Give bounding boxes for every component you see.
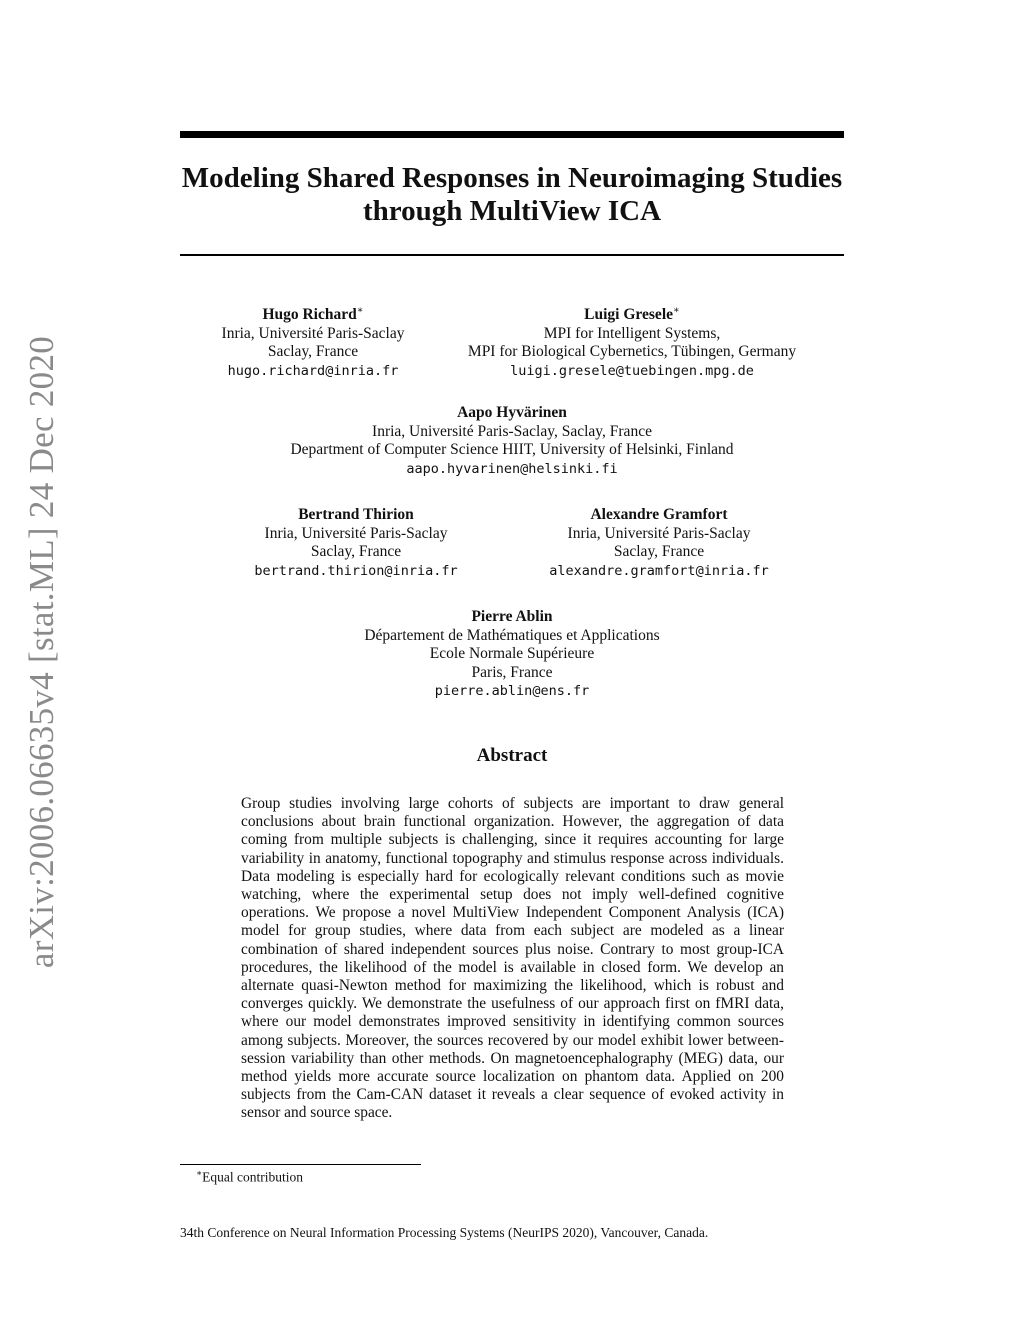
author-name: Alexandre Gramfort [590, 506, 728, 523]
author-email[interactable]: luigi.gresele@tuebingen.mpg.de [510, 362, 754, 379]
footnote-text: Equal contribution [202, 1169, 303, 1185]
author-name: Pierre Ablin [471, 608, 553, 625]
title-top-rule [180, 131, 844, 138]
paper-title-line-1: Modeling Shared Responses in Neuroimaging Studies [181, 162, 843, 194]
author-email[interactable]: pierre.ablin@ens.fr [434, 683, 590, 699]
author-location: Saclay, France [613, 543, 705, 560]
author-name: Hugo Richard∗ [262, 305, 364, 324]
equal-contribution-mark: ∗ [673, 305, 680, 316]
author-hugo-richard [182, 302, 444, 381]
author-affiliation: Inria, Université Paris-Saclay [567, 524, 751, 542]
author-affiliation: Inria, Université Paris-Saclay [264, 524, 448, 542]
author-aapo-hyvarinen [212, 404, 812, 479]
author-affiliation: Inria, Université Paris-Saclay [221, 324, 405, 342]
author-name: Aapo Hyvärinen [457, 404, 567, 421]
author-name: Luigi Gresele∗ [584, 305, 680, 324]
abstract-text: Group studies involving large cohorts of subjects are important to draw general conclusions about brain functional organization. However, the aggregation of data coming from multiple subjects is challenging, since it requires accounting for large variability in anatomy, functional topography and stimulus response across individuals. Data modeling is especially hard for ecologically relevant conditions such as movie watching, where the experimental setup does not imply well-defined cognitive operations. We propose a novel MultiView Independent Component Analysis (ICA) model for group studies, where data from each subject are modeled as a linear combination of shared independent sources plus noise. Contrary to most group-ICA procedures, the likelihood of the model is available in closed form. We develop an alternate quasi-Newton method for maximizing the likelihood, which is robust and converges quickly. We demonstrate the usefulness of our approach first on fMRI data, where our model demonstrates improved sensitivity in identifying common sources among subjects. Moreover, the sources recovered by our model exhibit lower between-session variability than other methods. On magnetoencephalography (MEG) data, our method yields more accurate source localization on phantom data. Applied on 200 subjects from the Cam-CAN dataset it reveals a clear sequence of evoked activity in sensor and source space. [241, 795, 784, 1122]
author-name: Bertrand Thirion [298, 506, 414, 523]
author-location: Paris, France [471, 663, 553, 681]
footnote [196, 1168, 303, 1186]
author-pierre-ablin [312, 608, 712, 701]
author-email[interactable]: alexandre.gramfort@inria.fr [549, 562, 769, 579]
author-affiliation: MPI for Intelligent Systems, [543, 324, 721, 342]
author-email[interactable]: hugo.richard@inria.fr [227, 362, 399, 379]
title-bottom-rule [180, 254, 844, 256]
arxiv-identifier: arXiv:2006.06635v4 [stat.ML] 24 Dec 2020 [22, 335, 61, 969]
footnote-rule [180, 1164, 421, 1165]
author-location: Saclay, France [310, 543, 402, 560]
author-luigi-gresele [432, 302, 832, 381]
author-affiliation: Ecole Normale Supérieure [429, 645, 595, 662]
equal-contribution-mark: ∗ [356, 305, 364, 316]
author-affiliation: Inria, Université Paris-Saclay, Saclay, France [372, 422, 652, 440]
author-affiliation: Department of Computer Science HIIT, University of Helsinki, Finland [290, 441, 734, 458]
author-email[interactable]: aapo.hyvarinen@helsinki.fi [406, 460, 618, 477]
conference-note: 34th Conference on Neural Information Processing Systems (NeurIPS 2020), Vancouver, Canada. [180, 1225, 709, 1240]
footnote-mark: ∗ [196, 1168, 203, 1178]
author-email[interactable]: bertrand.thirion@inria.fr [254, 562, 458, 579]
paper-title-line-2: through MultiView ICA [362, 195, 662, 227]
author-location: Saclay, France [267, 343, 359, 361]
abstract-heading: Abstract [476, 745, 548, 766]
author-alexandre-gramfort [509, 506, 809, 581]
author-affiliation: Département de Mathématiques et Applications [364, 626, 660, 644]
author-bertrand-thirion [225, 506, 487, 581]
author-affiliation: MPI for Biological Cybernetics, Tübingen, Germany [467, 343, 797, 361]
paper-title [180, 162, 844, 228]
